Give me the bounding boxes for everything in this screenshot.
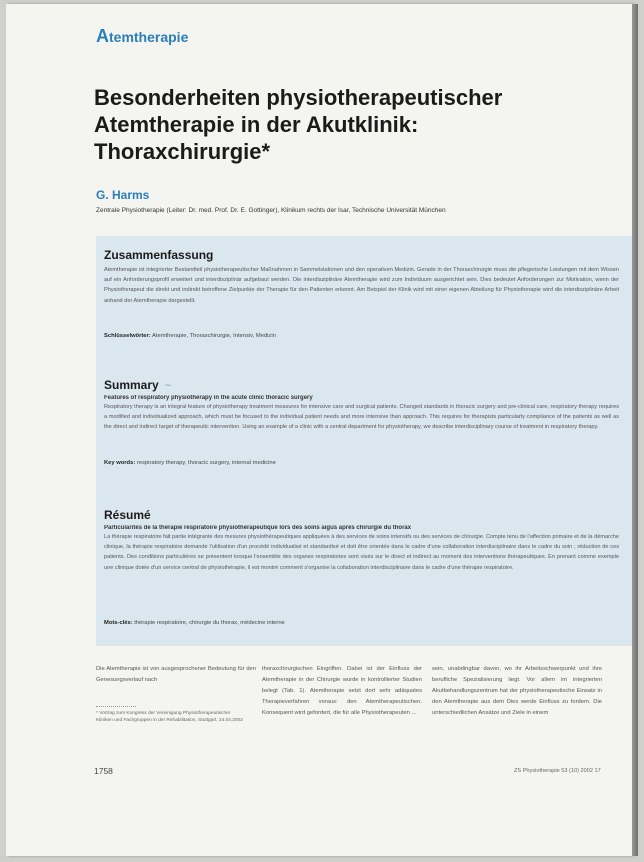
footnote-rule (96, 706, 136, 707)
footnote (96, 706, 246, 724)
abstract-fr-keywords-label: Mots-clés: (104, 620, 133, 626)
title-line-3: Thoraxchirurgie* (94, 139, 271, 164)
section-tag-initial: A (96, 26, 109, 46)
title-line-2: Atemtherapie in der Akutklinik: (94, 112, 419, 137)
abstract-en-keywords-label: Key words: (104, 460, 136, 466)
abstract-en-heading-row (104, 378, 619, 392)
abstract-de-heading: Zusammenfassung (104, 248, 214, 262)
body-column-1: Die Atemtherapie ist von ausgesprochener Bedeutung für den Genesungsverlauf nach (96, 666, 256, 683)
abstract-en-body: Respiratory therapy is an integral feature of physiotherapy treatment measures for intensive care and surgical patients. Changed standards in thoracic surgery and pre-clinical care, respiratory therapy requires a modified and individualized approach, which must be focused to the individual patient needs and more intensive than approach. This requires for therapists particularly compliance of the patients as well as the direct and indirect target of therapeutic intervention. Using an example of a clinic with a central department for physiotherapy, we describe interdisciplinary course of treatment in respiratory therapy. (104, 404, 619, 431)
body-column-3: sein, unabdingbar davon, wo ihr Arbeitsschwerpunkt und ihre berufliche Spezialisierung liegt. Vor allem im integrierten Akutbehandlungszentrum hat der physiotherapeutische Einsatz in den Atemtherapie aus dem Dies werde Einfluss zu fordern. Die unterschiedlichen Ansätze und Ziele in einem (432, 666, 602, 716)
abstract-de-keywords-text: Atemtherapie, Thoraxchirurgie, Intensiv, Medizin (152, 333, 276, 339)
abstract-english (104, 378, 619, 466)
abstract-fr-keywords-text: thérapie respiratoire, chirurgie du thorax, médecine interne (134, 620, 285, 626)
abstract-fr-body: La thérapie respiratoire fait partie intégrante des mesures physiothérapeutiques appliquées à des services de soins intensifs ou des services de chirurgie. Compte tenu de l'affection primaire et de la démarche clinique, la thérapie respiratoire demande l'utilisation d'un procédé individualisé et standardisé et doit être orientée dans le cadre d'une collaboration interdisciplinaire dans le cadre du soin ; réduction de ces patients. Des conditions particulières se présentent lorsque l'ensemble des organes respiratoires sont visés sur le direct et indirect au moment des interventions thérapeutiques. En prenant comme exemple une clinique dotée d'un service central de physiothérapie, il est montré comment s'organise la collaboration interdisciplinaire dans le cadre d'une thérapie respiratoire. (104, 534, 619, 571)
abstract-de-keywords (104, 333, 619, 339)
document-page (6, 4, 632, 856)
body-column-2: thoraxchirurgischen Eingriffen. Dabei ist der Einfluss der Atemtherapie in der Chirurgie wurde in kontrollierter Studien belegt (Tab. 1). Atemtherapie setzt dort sehr adäquates Therapieverfahren voraus: den Atemtherapeutischen. Konsequent wird gefordert, die für alle Physiotherapeuten ... (262, 666, 422, 716)
author-name: G. Harms (96, 188, 150, 202)
abstract-en-subtitle: Features of respiratory physiotherapy in the acute clinic thoracic surgery (104, 395, 313, 401)
abstract-fr-subtitle: Particularités de la thérapie respiratoire physiothérapeutique lors des soins aigus après chirurgie du thorax (104, 525, 412, 531)
abstract-french (104, 508, 619, 626)
title-line-1: Besonderheiten physiotherapeutischer (94, 85, 503, 110)
abstract-box (96, 236, 632, 646)
author-affiliation: Zentrale Physiotherapie (Leiter: Dr. med. Prof. Dr. E. Gottinger), Klinikum rechts der Isar, Technische Universität München (96, 207, 446, 214)
article-title (94, 84, 564, 165)
wave-mark-icon: ~ (164, 380, 172, 392)
abstract-en-heading: Summary (104, 378, 159, 392)
abstract-en-keywords (104, 460, 619, 466)
journal-citation: ZS Physiotherapie 53 (10) 2002 17 (514, 768, 601, 774)
abstract-de-body: Atemtherapie ist integrierter Bestandteil physiotherapeutischer Maßnahmen in Sammelstationen und den operativen Medizin. Gerade in der Thoraxchirurgie muss die pflegerische Leistungen mit dem Wissen auf ein Anforderungsprofil erweitert und interdisziplinär aufgebaut werden. Die interdisziplinäre Atemtherapie wird zum Individuum ausgerichtet sein. Dies bedeutet Anforderungen zur Motivation, wenn der Physiotherapeut die direkt und indirekt betroffene Zielpunkte der Therapie für den Patienten erkennt. Am Beispiel der Klinik wird mit einer eigenen Abteilung für Physiotherapie wird die interdisziplinäre Arbeit anhand der Atemtherapie dargestellt. (104, 267, 619, 304)
section-tag-rest: temtherapie (109, 29, 189, 45)
abstract-de-keywords-label: Schlüsselwörter: (104, 333, 151, 339)
footnote-text: * Vortrag zum Kongress der Vereinigung Physiotherapeutischer Kliniken und Fachgruppen in der Rehabilitation, Stuttgart, 24.04.2002 (96, 711, 243, 723)
section-tag (96, 26, 188, 47)
abstract-en-keywords-text: respiratory therapy, thoracic surgery, internal medicine (136, 460, 276, 466)
abstract-fr-heading: Résumé (104, 508, 151, 522)
page-number: 1758 (94, 766, 113, 776)
abstract-fr-keywords (104, 620, 619, 626)
abstract-german (104, 248, 619, 339)
